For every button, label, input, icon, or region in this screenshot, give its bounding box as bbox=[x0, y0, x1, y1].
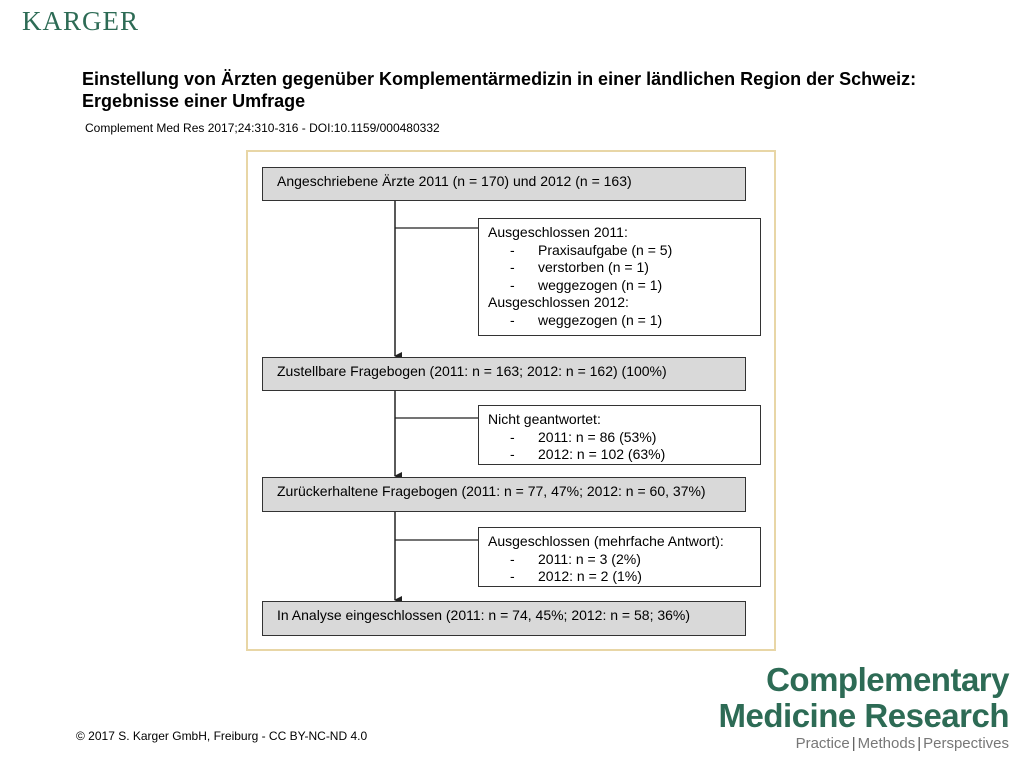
exclusion-item: - weggezogen (n = 1) bbox=[510, 276, 663, 293]
exclusion-heading: Ausgeschlossen 2011: bbox=[488, 224, 628, 240]
copyright-notice: © 2017 S. Karger GmbH, Freiburg - CC BY-NC-ND 4.0 bbox=[76, 729, 368, 743]
step-box-deliverable: Zustellbare Fragebogen (2011: n = 163; 2012: n = 162) (100%) bbox=[262, 357, 746, 391]
journal-logo bbox=[719, 662, 1009, 754]
exclusion-item: - verstorben (n = 1) bbox=[510, 259, 649, 275]
exclusion-box-2 bbox=[478, 405, 761, 465]
step-box-contacted: Angeschriebene Ärzte 2011 (n = 170) und 2012 (n = 163) bbox=[262, 167, 746, 201]
exclusion-box-3 bbox=[478, 527, 761, 587]
journal-name-line2: Medicine Research bbox=[718, 697, 1009, 734]
exclusion-item: - 2012: n = 2 (1%) bbox=[510, 568, 642, 584]
citation: Complement Med Res 2017;24:310-316 - DOI:10.1159/000480332 bbox=[85, 121, 440, 135]
exclusion-heading: Nicht geantwortet: bbox=[488, 411, 601, 427]
exclusion-item: - 2011: n = 3 (2%) bbox=[510, 550, 641, 567]
step-box-returned: Zurückerhaltene Fragebogen (2011: n = 77, 47%; 2012: n = 60, 37%) bbox=[262, 477, 746, 512]
exclusion-heading: Ausgeschlossen (mehrfache Antwort): bbox=[488, 533, 724, 549]
page-title: Einstellung von Ärzten gegenüber Komplementärmedizin in einer ländlichen Region der Schweiz: Ergebnisse einer Umfrage bbox=[82, 69, 917, 111]
journal-tagline: Practice | Methods | Perspectives bbox=[795, 735, 1009, 752]
exclusion-box-1 bbox=[478, 218, 761, 336]
karger-logo: KARGER bbox=[22, 6, 140, 36]
exclusion-heading: Ausgeschlossen 2012: bbox=[488, 294, 629, 310]
step-box-analyzed: In Analyse eingeschlossen (2011: n = 74, 45%; 2012: n = 58; 36%) bbox=[262, 601, 746, 636]
journal-name-line1: Complementary bbox=[766, 661, 1009, 698]
exclusion-item: - 2011: n = 86 (53%) bbox=[510, 428, 657, 445]
exclusion-item: - weggezogen (n = 1) bbox=[510, 311, 663, 328]
exclusion-item: - Praxisaufgabe (n = 5) bbox=[510, 241, 673, 258]
exclusion-item: - 2012: n = 102 (63%) bbox=[510, 446, 666, 462]
